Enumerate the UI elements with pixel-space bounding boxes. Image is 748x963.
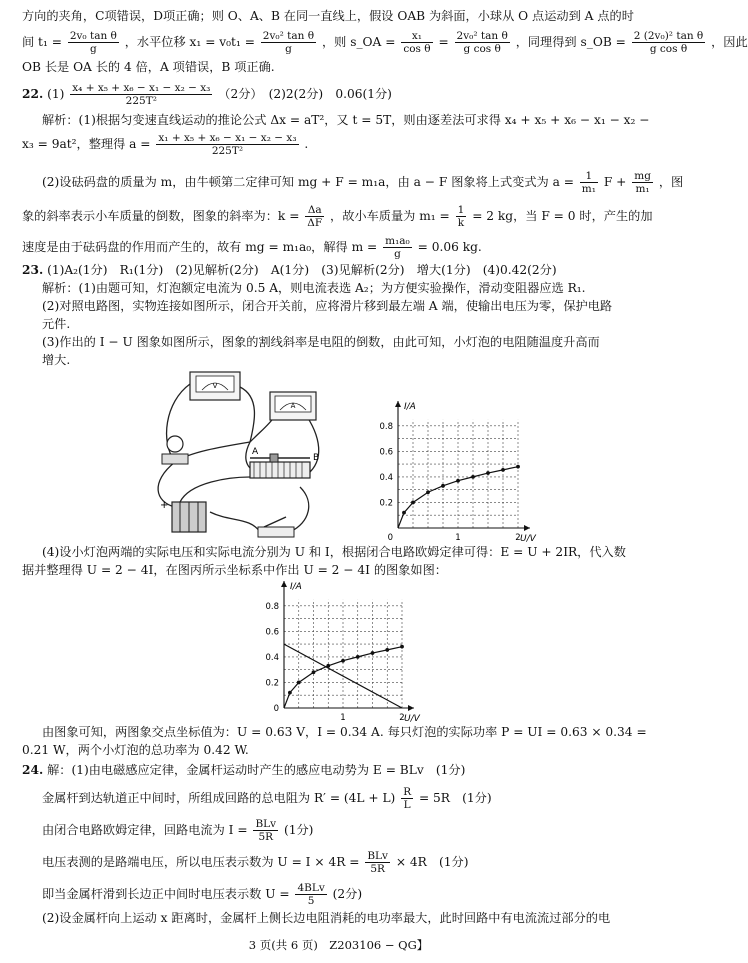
chart1-x-arrow (524, 525, 530, 531)
fraction: $\frac{\text{2 (2v₀)² tan θ}}{\text{g cos θ}}$ (633, 30, 704, 55)
switch-icon (258, 517, 294, 537)
text-line: (2)对照电路图，实物连接如图所示，闭合开关前，应将滑片移到最左端 A 端，使输出电压为零，保护电路 (42, 299, 613, 313)
question-number: 24. (22, 763, 44, 777)
formula-line: x₃ = 9at²，整理得 a = $\frac{\text{x₁ + x₅ + x₆ − x₁ − x₂ − x₃}}{\text{225T²}}$ . (22, 132, 309, 157)
fraction: $\frac{1}{k}$ (457, 204, 465, 229)
chart1-data-point (411, 501, 415, 505)
fraction: $\frac{\text{m₁a₀}}{g}$ (385, 235, 410, 260)
formula-line: 间 t₁ = $\frac{\text{2v₀ tan θ}}{g}$ ，水平位移 x₁ = v₀t₁ = $\frac{\text{2v₀² tan θ}}{g}$ ，则 s_OA = $\frac{\text{x₁}}{\text{cos θ}}$ = $\frac{\text{2v₀² tan θ}}{\text{g cos θ}}$ ，同理得到 s_OB = $\frac{\text{2 (2v₀)² tan θ}}{\text{g cos θ}}$ ，因此 (22, 30, 748, 55)
question-number: 23. (22, 263, 44, 277)
rheostat-icon (250, 447, 319, 478)
circuit-figure (150, 362, 340, 542)
chart1-y-tick-label: 0.8 (379, 421, 393, 432)
chart2-data-point (312, 670, 316, 674)
chart2-data-point (297, 681, 301, 685)
fraction: $\frac{\Delta a}{\Delta F}$ (307, 204, 323, 229)
question-22-answer: 22. (1) $\frac{\text{x₄ + x₅ + x₆ − x₁ − x₂ − x₃}}{\text{225T²}}$ （2分） (2)2(2分) 0.06(1分) (22, 82, 392, 107)
chart2-data-point (400, 645, 404, 649)
text-line: (4)设小灯泡两端的实际电压和实际电流分别为 U 和 I，根据闭合电路欧姆定律可得：E = U + 2IR，代入数 (42, 545, 626, 559)
chart1-x-tick-label: 0 (387, 533, 393, 543)
chart1-y-arrow (395, 401, 401, 407)
chart1-y-axis-label: I/A (404, 402, 416, 412)
wire (290, 487, 309, 532)
text-line: 据并整理得 U = 2 − 4I，在图丙所示坐标系中作出 U = 2 − 4I 的图象如图： (22, 563, 447, 577)
fraction: $\frac{\text{2v₀² tan θ}}{g}$ (262, 30, 315, 55)
chart2-data-point (341, 659, 345, 663)
fraction: $\frac{1}{\text{m₁}}$ (581, 170, 596, 195)
formula-line: (2)设砝码盘的质量为 m，由牛顿第二定律可知 mg + F = m₁a，由 a − F 图象将上式变式为 a = $\frac{1}{\text{m₁}}$ F + $\frac{mg}{\text{m₁}}$ ，图 (42, 170, 684, 195)
fraction: $\frac{\text{2v₀ tan θ}}{g}$ (69, 30, 117, 55)
chart2-y-axis-label: I/A (290, 582, 302, 592)
formula-line: 即当金属杆滑到长边正中间时电压表示数 U = $\frac{\text{4BLv}}{5}$ (2分) (42, 882, 363, 907)
fraction: $\frac{R}{L}$ (403, 786, 412, 811)
bulb-icon (162, 436, 188, 464)
chart2-y-tick-label: 0.8 (265, 601, 279, 612)
chart2-y-tick-label: 0.6 (265, 627, 279, 638)
text-line: (2)设金属杆向上运动 x 距离时，金属杆上侧长边电阻消耗的电功率最大，此时回路中有电流流过部分的电 (42, 911, 611, 925)
iu-chart-1 (370, 392, 540, 542)
fraction: $\frac{\text{x₄ + x₅ + x₆ − x₁ − x₂ − x₃}}{\text{225T²}}$ (72, 82, 211, 107)
chart1-y-tick-label: 0.4 (379, 472, 393, 483)
terminal-b-label: B (313, 453, 320, 463)
text-line: OB 长是 OA 长的 4 倍，A 项错误，B 项正确. (22, 60, 275, 74)
voltmeter-label: V (212, 382, 218, 390)
chart1-data-point (486, 471, 490, 475)
formula-line: 金属杆到达轨道正中间时，所组成回路的总电阻为 R′ = (4L + L) $\frac{R}{L}$ = 5R (1分) (42, 786, 492, 811)
formula-line: 象的斜率表示小车质量的倒数，图象的斜率为：k = $\frac{\Delta a}{\Delta F}$ ，故小车质量为 m₁ = $\frac{1}{k}$ = 2 kg，当 F = 0 时，产生的加 (22, 204, 653, 229)
chart2-y-arrow (281, 581, 287, 587)
formula-line: 由闭合电路欧姆定律，回路电流为 I = $\frac{\text{BLv}}{5R}$ (1分) (42, 818, 314, 843)
wire (210, 512, 260, 532)
chart2-x-tick-label: 2 (399, 713, 405, 723)
text-line: 元件. (42, 317, 71, 331)
fraction: $\frac{\text{2v₀² tan θ}}{\text{g cos θ}}$ (456, 30, 508, 55)
voltmeter-icon (190, 372, 240, 400)
text-line: (3)作出的 I − U 图象如图所示，图象的割线斜率是电阻的倒数，由此可知，小灯泡的电阻随温度升高而 (42, 335, 600, 349)
chart1-data-point (471, 475, 475, 479)
text-line: 方向的夹角，C项错误，D项正确；则 O、A、B 在同一直线上，假设 OAB 为斜面，小球从 O 点运动到 A 点的时 (22, 9, 634, 23)
wire (180, 477, 250, 502)
text-line: 解析：(1)由题可知，灯泡额定电流为 0.5 A，则电流表选 A₂；为方便实验操作，滑动变阻器应选 R₁. (42, 281, 586, 295)
chart1-data-point (456, 479, 460, 483)
ammeter-icon (270, 392, 316, 420)
chart1-data-point (501, 468, 505, 472)
chart1-x-axis-label: U/V (520, 534, 536, 544)
iu-chart-2 (250, 580, 425, 722)
chart1-x-tick-label: 2 (515, 533, 521, 543)
terminal-a-label: A (252, 447, 259, 457)
chart2-y-tick-label: 0 (273, 704, 279, 714)
chart1-y-tick-label: 0.2 (379, 498, 393, 509)
chart1-data-point (402, 511, 406, 515)
chart2-x-arrow (408, 705, 414, 711)
chart2-data-point (288, 691, 292, 695)
text-line: 由图象可知，两图象交点坐标值为：U = 0.63 V，I = 0.34 A. 每只灯泡的实际功率 P = UI = 0.63 × 0.34 = (42, 725, 647, 739)
fraction: $\frac{\text{BLv}}{5R}$ (255, 818, 277, 843)
ammeter-label: A (290, 402, 296, 410)
text-line: 解析：(1)根据匀变速直线运动的推论公式 Δx = aT²，又 t = 5T，则由逐差法可求得 x₄ + x₅ + x₆ − x₁ − x₂ − (42, 113, 650, 127)
chart1-x-tick-label: 1 (455, 533, 461, 543)
formula-line: 电压表测的是路端电压，所以电压表示数为 U = I × 4R = $\frac{\text{BLv}}{5R}$ × 4R (1分) (42, 850, 469, 875)
battery-icon (160, 500, 206, 532)
chart1-data-point (426, 490, 430, 494)
text-line: 0.21 W，两个小灯泡的总功率为 0.42 W. (22, 743, 249, 757)
chart2-data-point (356, 655, 360, 659)
chart2-y-tick-label: 0.4 (265, 652, 279, 663)
fraction: $\frac{mg}{\text{m₁}}$ (634, 170, 651, 195)
fraction: $\frac{\text{x₁}}{\text{cos θ}}$ (403, 30, 431, 55)
chart2-x-axis-label: U/V (404, 714, 420, 724)
chart1-data-point (441, 484, 445, 488)
question-24-answer: 24. 解：(1)由电磁感应定律，金属杆运动时产生的感应电动势为 E = BLv (1分) (22, 763, 466, 777)
chart2-data-point (371, 651, 375, 655)
plus-label: + (160, 500, 169, 511)
chart1-y-tick-label: 0.6 (379, 447, 393, 458)
wire (240, 387, 254, 442)
fraction: $\frac{\text{BLv}}{5R}$ (367, 850, 388, 875)
text-line: 增大. (42, 353, 71, 367)
fraction: $\frac{\text{x₁ + x₅ + x₆ − x₁ − x₂ − x₃}}{\text{225T²}}$ (158, 132, 297, 157)
chart1-data-point (516, 465, 520, 469)
page-footer: 3 页(共 6 页) Z203106 − QG】 (248, 938, 429, 952)
chart2-y-tick-label: 0.2 (265, 678, 279, 689)
formula-line: 速度是由于砝码盘的作用而产生的，故有 mg = m₁a₀，解得 m = $\frac{\text{m₁a₀}}{g}$ = 0.06 kg. (22, 235, 482, 260)
question-number: 22. (22, 87, 44, 101)
chart2-data-point (385, 648, 389, 652)
chart2-x-tick-label: 1 (340, 713, 346, 723)
question-23-answer: 23. (1)A₂(1分) R₁(1分) (2)见解析(2分) A(1分) (3)见解析(2分) 增大(1分) (4)0.42(2分) (22, 263, 557, 277)
fraction: $\frac{\text{4BLv}}{5}$ (297, 882, 325, 907)
